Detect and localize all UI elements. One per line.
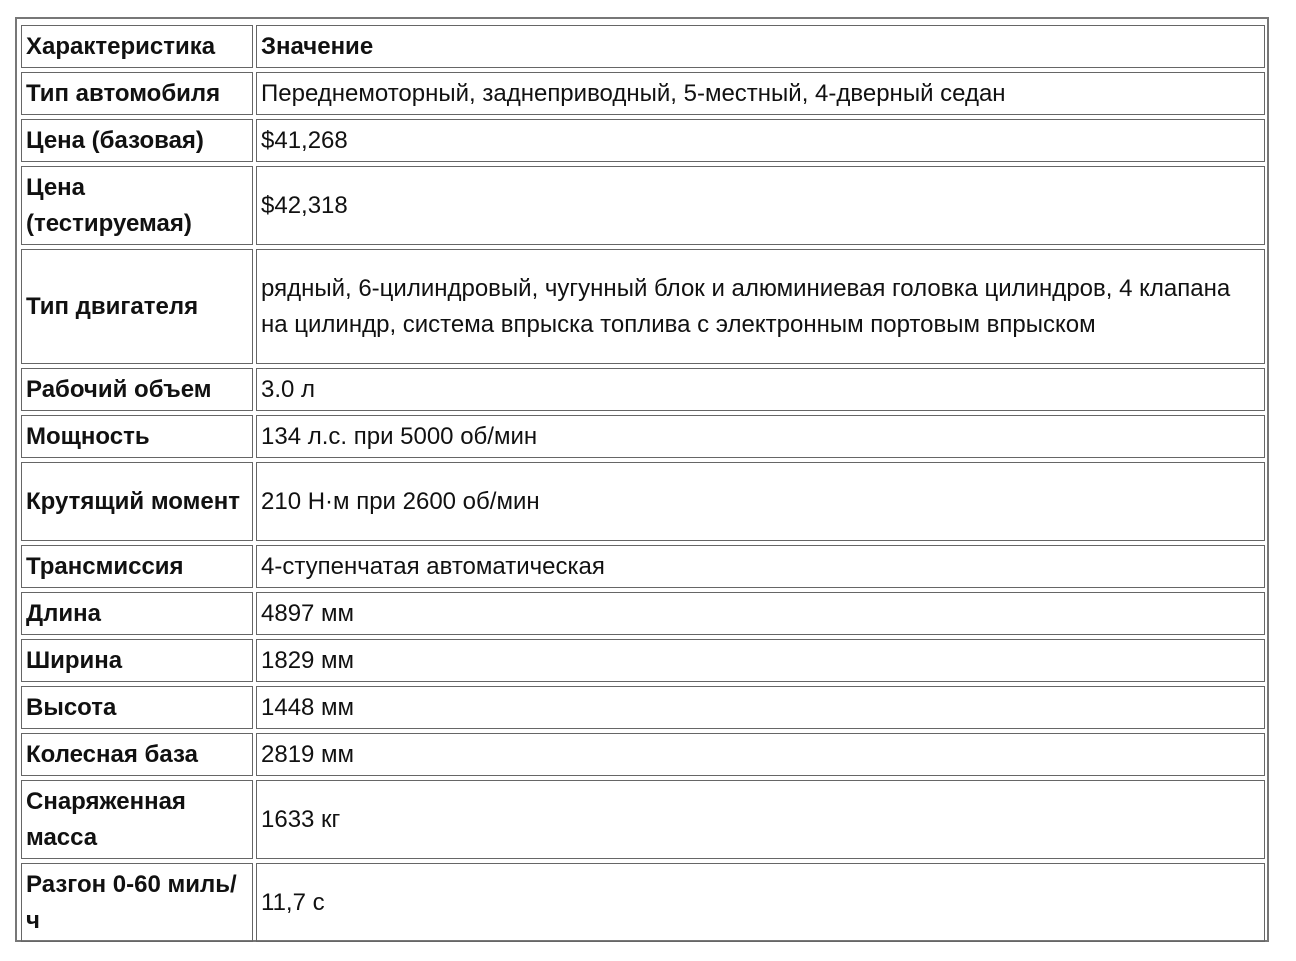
- row-value: 4-ступенчатая автоматическая: [256, 545, 1265, 588]
- table-row: [21, 592, 1265, 635]
- row-value: 1829 мм: [256, 639, 1265, 682]
- row-value: $42,318: [256, 166, 1265, 245]
- row-value: 11,7 с: [256, 863, 1265, 942]
- row-label: Цена (базовая): [21, 119, 253, 162]
- table-row: [21, 249, 1265, 364]
- row-label: Длина: [21, 592, 253, 635]
- row-label: Мощность: [21, 415, 253, 458]
- row-value: 1448 мм: [256, 686, 1265, 729]
- table-row: [21, 166, 1265, 245]
- header-value: Значение: [256, 25, 1265, 68]
- row-label: Крутящий момент: [21, 462, 253, 541]
- row-label: Колесная база: [21, 733, 253, 776]
- table-row: [21, 863, 1265, 942]
- row-value: 210 Н·м при 2600 об/мин: [256, 462, 1265, 541]
- table-row: [21, 639, 1265, 682]
- table-row: [21, 368, 1265, 411]
- row-value: 4897 мм: [256, 592, 1265, 635]
- row-value: 3.0 л: [256, 368, 1265, 411]
- row-label: Высота: [21, 686, 253, 729]
- row-value: 134 л.с. при 5000 об/мин: [256, 415, 1265, 458]
- row-label: Тип автомобиля: [21, 72, 253, 115]
- table-row: [21, 545, 1265, 588]
- row-label: Снаряженная масса: [21, 780, 253, 859]
- row-label: Рабочий объем: [21, 368, 253, 411]
- row-value: $41,268: [256, 119, 1265, 162]
- row-value: 2819 мм: [256, 733, 1265, 776]
- specs-table: [18, 21, 1268, 946]
- table-row: [21, 780, 1265, 859]
- table-row: [21, 415, 1265, 458]
- row-value: 1633 кг: [256, 780, 1265, 859]
- table-row: [21, 686, 1265, 729]
- table-row: [21, 119, 1265, 162]
- row-label: Разгон 0-60 миль/ч: [21, 863, 253, 942]
- row-label: Трансмиссия: [21, 545, 253, 588]
- header-characteristic: Характеристика: [21, 25, 253, 68]
- table-header-row: [21, 25, 1265, 68]
- table-row: [21, 462, 1265, 541]
- row-label: Ширина: [21, 639, 253, 682]
- row-label: Тип двигателя: [21, 249, 253, 364]
- row-value: рядный, 6-цилиндровый, чугунный блок и алюминиевая головка цилиндров, 4 клапана на цилиндр, система впрыска топлива с электронным портовым впрыском: [256, 249, 1265, 364]
- row-label: Цена (тестируемая): [21, 166, 253, 245]
- table-row: [21, 733, 1265, 776]
- row-value: Переднемоторный, заднеприводный, 5-местный, 4-дверный седан: [256, 72, 1265, 115]
- table-row: [21, 72, 1265, 115]
